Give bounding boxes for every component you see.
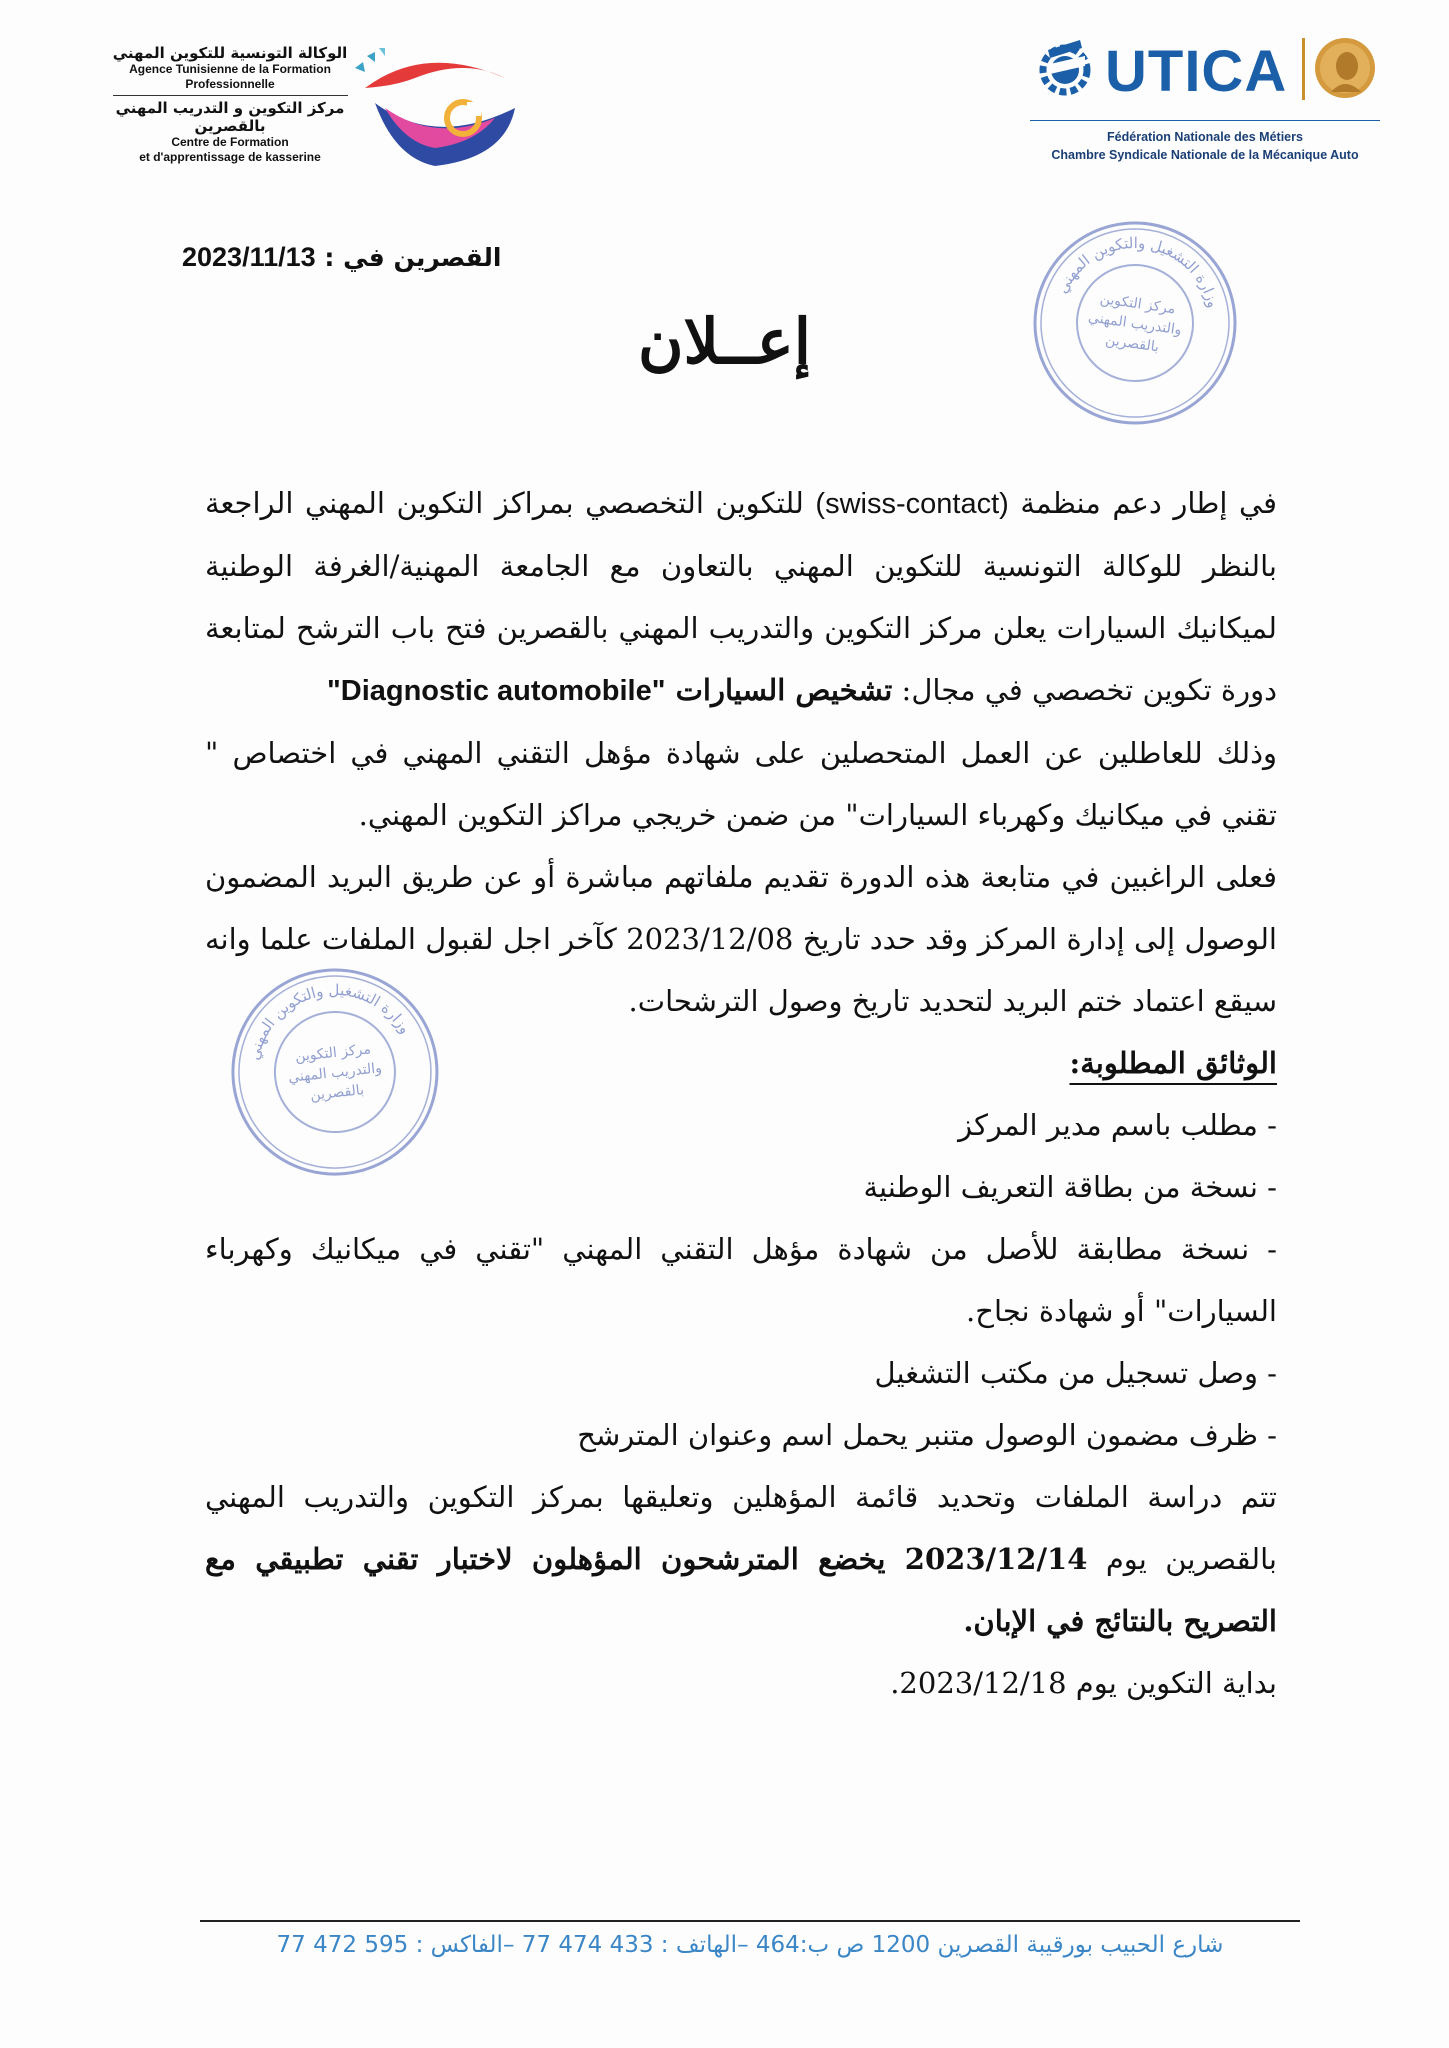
stamp-middle-inner-3: بالقصرين bbox=[309, 1082, 365, 1104]
training-field-ar: تشخيص السيارات bbox=[665, 673, 893, 707]
utica-logo-block bbox=[1030, 28, 1380, 173]
atfp-name-fr-2: Professionnelle bbox=[185, 77, 275, 91]
stamp-middle-inner-1: مركز التكوين bbox=[294, 1041, 372, 1066]
doc-item: - ظرف مضمون الوصول متنبر يحمل اسم وعنوان المترشح bbox=[205, 1404, 1277, 1466]
utica-logo bbox=[1030, 28, 1380, 108]
atfp-name-fr-1: Agence Tunisienne de la Formation bbox=[129, 62, 331, 76]
utica-wordmark: UTICA bbox=[1105, 39, 1288, 104]
atfp-name-ar: الوكالة التونسية للتكوين المهني bbox=[112, 44, 348, 62]
required-docs-title: الوثائق المطلوبة: bbox=[1069, 1046, 1277, 1080]
center-name-fr-2: et d'apprentissage de kasserine bbox=[139, 150, 321, 164]
intro-start: في إطار دعم منظمة bbox=[1008, 486, 1277, 520]
doc-item: - وصل تسجيل من مكتب التشغيل bbox=[205, 1342, 1277, 1404]
selection-rest: يخضع المترشحون المؤهلون لاختبار تقني تطبيقي مع التصريح بالنتائج في الإبان. bbox=[205, 1542, 1277, 1638]
training-start-paragraph: بداية التكوين يوم 2023/12/18. bbox=[890, 1666, 1277, 1700]
footer-divider bbox=[200, 1920, 1300, 1922]
document-date bbox=[182, 242, 501, 273]
utica-separator bbox=[1302, 38, 1305, 100]
selection-date: 2023/12/14 bbox=[904, 1542, 1088, 1576]
required-docs-list bbox=[205, 1094, 1277, 1466]
page-title: إعــلان bbox=[637, 305, 812, 378]
utica-sub-line-2: Chambre Syndicale Nationale de la Mécanique Auto bbox=[1051, 148, 1359, 162]
utica-rule bbox=[1030, 120, 1380, 121]
stamp-top-inner-2: والتدريب المهني bbox=[1087, 309, 1183, 339]
stamp-middle-outer-text: وزارة التشغيل والتكوين المهني bbox=[244, 980, 415, 1062]
footer-address: شارع الحبيب بورقيبة القصرين 1200 ص ب:464 –الهاتف : 433 474 77 –الفاكس : 595 472 77 bbox=[276, 1932, 1224, 1958]
atfp-text bbox=[110, 44, 350, 165]
utica-sub-line-1: Fédération Nationale des Métiers bbox=[1107, 130, 1303, 144]
intro-rest: للتكوين التخصصي بمراكز التكوين المهني الراجعة بالنظر للوكالة التونسية للتكوين المهني بالتعاون مع الجامعة المهنية/الغرفة الوطنية لميكانيك السيارات يعلن مركز التكوين والتدريب المهني بالقصرين فتح باب الترشح لمتابعة دورة تكوين تخصصي في مجال: bbox=[205, 486, 1277, 707]
stamp-top-inner-1: مركز التكوين bbox=[1098, 290, 1177, 318]
intro-org: (swiss-contact) bbox=[815, 488, 1009, 520]
date-label: القصرين في : bbox=[324, 243, 502, 272]
intro-paragraph bbox=[205, 472, 1277, 722]
selection-start: تتم دراسة الملفات وتحديد قائمة المؤهلين وتعليقها بمركز التكوين والتدريب المهني بالقصرين يوم bbox=[205, 1480, 1277, 1576]
nobel-medal-icon bbox=[1313, 36, 1377, 100]
announcement-body bbox=[205, 472, 1277, 1714]
eligibility-paragraph: وذلك للعاطلين عن العمل المتحصلين على شهادة مؤهل التقني المهني في اختصاص " تقني في ميكانيك وكهرباء السيارات" من ضمن خريجي مراكز التكوين المهني. bbox=[205, 736, 1277, 832]
stamp-top-outer-text: وزارة التشغيل والتكوين المهني bbox=[1052, 233, 1223, 310]
utica-gear-icon bbox=[1030, 34, 1100, 104]
center-name-ar: مركز التكوين و التدريب المهني بالقصرين bbox=[115, 99, 345, 135]
doc-item: - نسخة من بطاقة التعريف الوطنية bbox=[205, 1156, 1277, 1218]
doc-item: - مطلب باسم مدير المركز bbox=[205, 1094, 1277, 1156]
stamp-middle-inner-2: والتدريب المهني bbox=[287, 1060, 383, 1086]
training-field-fr: "Diagnostic automobile" bbox=[327, 675, 666, 707]
doc-item: - نسخة مطابقة للأصل من شهادة مؤهل التقني المهني "تقني في ميكانيك وكهرباء السيارات" أو شهادة نجاح. bbox=[205, 1218, 1277, 1342]
atfp-logo-block bbox=[110, 44, 530, 174]
center-name-fr-1: Centre de Formation bbox=[171, 135, 289, 149]
atfp-swoosh-icon bbox=[355, 48, 525, 173]
atfp-divider bbox=[113, 95, 348, 96]
application-paragraph: فعلى الراغبين في متابعة هذه الدورة تقديم ملفاتهم مباشرة أو عن طريق البريد المضمون الوصول إلى إدارة المركز وقد حدد تاريخ 2023/12/08 كآخر اجل لقبول الملفات علما وانه سيقع اعتماد ختم البريد لتحديد تاريخ وصول الترشحات. bbox=[205, 860, 1277, 1018]
date-value: 2023/11/13 bbox=[182, 242, 316, 272]
utica-subtitle bbox=[1030, 128, 1380, 164]
stamp-top-inner-3: بالقصرين bbox=[1104, 332, 1160, 356]
selection-paragraph bbox=[205, 1466, 1277, 1652]
